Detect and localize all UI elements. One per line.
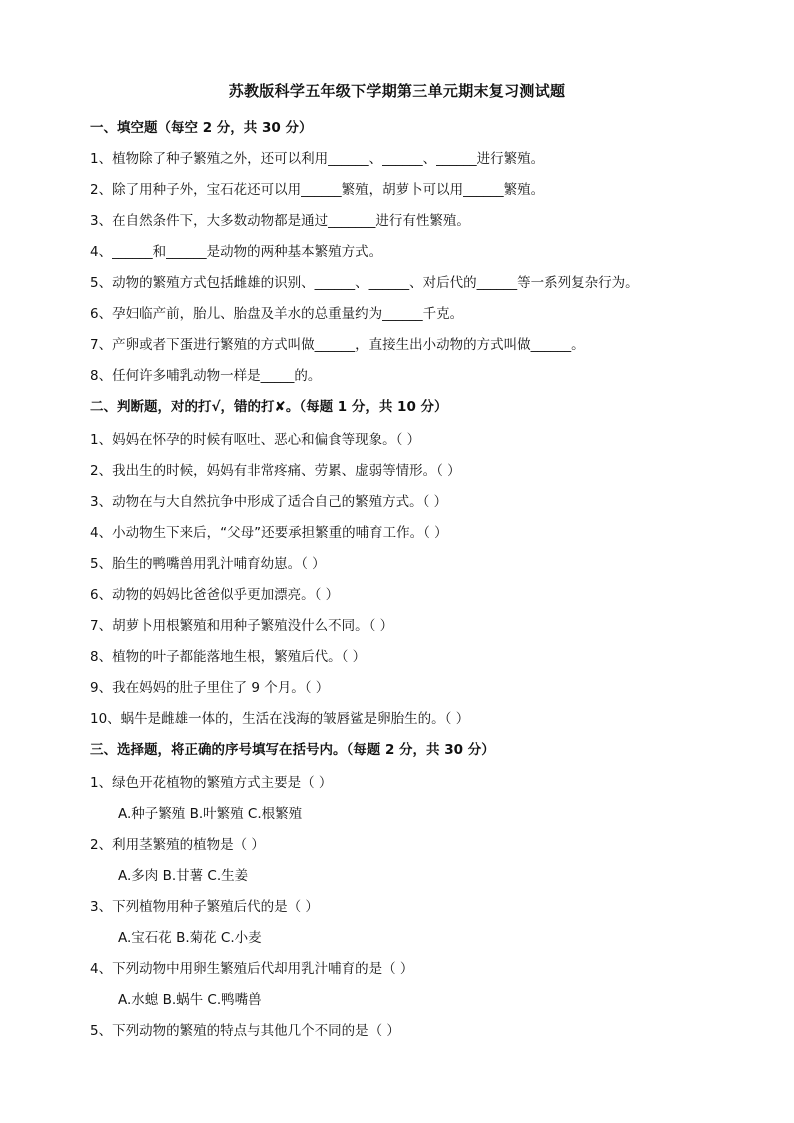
fill-item-8: 8、任何许多哺乳动物一样是_____的。 [90, 368, 322, 384]
choice-question-5: 5、下列动物的繁殖的特点与其他几个不同的是（ ） [90, 1023, 400, 1039]
judge-item-2: 2、我出生的时候，妈妈有非常疼痛、劳累、虚弱等情形。（ ） [90, 463, 461, 479]
choice-question-2: 2、利用茎繁殖的植物是（ ） [90, 837, 265, 853]
choice-options-3: A.宝石花 B.菊花 C.小麦 [118, 930, 262, 946]
fill-item-2: 2、除了用种子外，宝石花还可以用______繁殖，胡萝卜可以用______繁殖。 [90, 182, 545, 198]
section2-heading: 二、判断题，对的打√，错的打✘。（每题 1 分，共 10 分） [90, 399, 448, 415]
judge-item-6: 6、动物的妈妈比爸爸似乎更加漂亮。（ ） [90, 587, 340, 603]
judge-item-5: 5、胎生的鸭嘴兽用乳汁哺育幼崽。（ ） [90, 556, 326, 572]
judge-item-10: 10、蜗牛是雌雄一体的，生活在浅海的皱唇鲨是卵胎生的。（ ） [90, 711, 470, 727]
choice-options-4: A.水螅 B.蜗牛 C.鸭嘴兽 [118, 992, 262, 1008]
page-title: 苏教版科学五年级下学期第三单元期末复习测试题 [228, 82, 566, 100]
fill-item-1: 1、植物除了种子繁殖之外，还可以利用______、______、______进行繁殖。 [90, 151, 545, 167]
choice-options-2: A.多肉 B.甘薯 C.生姜 [118, 868, 249, 884]
choice-question-3: 3、下列植物用种子繁殖后代的是（ ） [90, 899, 319, 915]
fill-item-3: 3、在自然条件下，大多数动物都是通过_______进行有性繁殖。 [90, 213, 470, 229]
judge-item-8: 8、植物的叶子都能落地生根，繁殖后代。（ ） [90, 649, 367, 665]
judge-item-9: 9、我在妈妈的肚子里住了 9 个月。（ ） [90, 680, 330, 696]
fill-item-6: 6、孕妇临产前，胎儿、胎盘及羊水的总重量约为______千克。 [90, 306, 464, 322]
judge-item-7: 7、胡萝卜用根繁殖和用种子繁殖没什么不同。（ ） [90, 618, 394, 634]
fill-item-5: 5、动物的繁殖方式包括雌雄的识别、______、______、对后代的______等一系列复杂行为。 [90, 275, 639, 291]
fill-item-7: 7、产卵或者下蛋进行繁殖的方式叫做______，直接生出小动物的方式叫做______。 [90, 337, 585, 353]
judge-item-4: 4、小动物生下来后，“父母”还要承担繁重的哺育工作。（ ） [90, 525, 448, 541]
judge-item-3: 3、动物在与大自然抗争中形成了适合自己的繁殖方式。（ ） [90, 494, 448, 510]
section1-heading: 一、填空题（每空 2 分，共 30 分） [90, 120, 313, 136]
choice-question-1: 1、绿色开花植物的繁殖方式主要是（ ） [90, 775, 333, 791]
choice-question-4: 4、下列动物中用卵生繁殖后代却用乳汁哺育的是（ ） [90, 961, 414, 977]
fill-item-4: 4、______和______是动物的两种基本繁殖方式。 [90, 244, 383, 260]
section3-heading: 三、选择题，将正确的序号填写在括号内。（每题 2 分，共 30 分） [90, 742, 495, 758]
choice-options-1: A.种子繁殖 B.叶繁殖 C.根繁殖 [118, 806, 303, 822]
judge-item-1: 1、妈妈在怀孕的时候有呕吐、恶心和偏食等现象。（ ） [90, 432, 421, 448]
